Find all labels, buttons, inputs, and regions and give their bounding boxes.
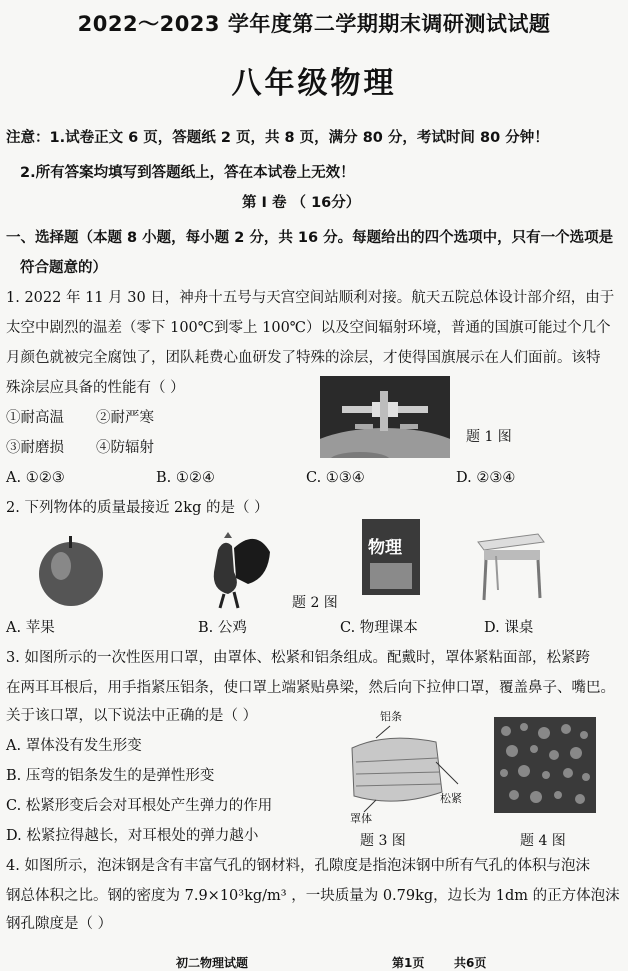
physics-book-image — [362, 519, 420, 595]
q1-option-c: C. ①③④ — [306, 470, 365, 486]
q1-item-3: ③耐磨损 — [6, 440, 64, 456]
note-1: 注意：1.试卷正文 6 页，答题纸 2 页，共 8 页，满分 80 分，考试时间 80 分钟！ — [6, 130, 549, 146]
q3-line2: 在两耳耳根后，用手指紧压铝条，使口罩上端紧贴鼻梁，然后向下拉伸口罩，覆盖鼻子、嘴巴。 — [6, 680, 615, 696]
q1-item-2: ②耐严寒 — [96, 410, 154, 426]
fig2-caption: 题 2 图 — [292, 595, 338, 611]
q2-option-d: D. 课桌 — [484, 620, 534, 636]
q3-line1: 3. 如图所示的一次性医用口罩，由罩体、松紧和铝条组成。配戴时，罩体紧粘面部，松紧跨 — [6, 650, 590, 666]
apple-image — [36, 532, 106, 608]
physics-book-title: 物理 — [368, 538, 402, 558]
part1-line2: 符合题意的） — [20, 260, 107, 276]
q1-line1: 1. 2022 年 11 月 30 日，神舟十五号与天宫空间站顺利对接。航天五院总体设计部介绍，由于 — [6, 290, 615, 306]
q1-line2: 太空中剧烈的温差（零下 100℃到零上 100℃）以及空间辐射环境，普通的国旗可能过个几个 — [6, 320, 611, 336]
q2-option-b: B. 公鸡 — [198, 620, 247, 636]
label-aluminum: 铝条 — [380, 710, 402, 723]
foam-steel-image — [494, 717, 596, 813]
footer-page: 第1页 — [392, 956, 425, 970]
q1-option-a: A. ①②③ — [6, 470, 65, 486]
q2-option-c: C. 物理课本 — [340, 620, 418, 636]
q1-item-4: ④防辐射 — [96, 440, 154, 456]
q3-option-b: B. 压弯的铝条发生的是弹性形变 — [6, 768, 215, 784]
desk-image — [468, 528, 550, 604]
q1-option-d: D. ②③④ — [456, 470, 516, 486]
face-mask-image — [346, 722, 468, 822]
q3-line3: 关于该口罩，以下说法中正确的是（ ） — [6, 708, 258, 724]
note-2: 2.所有答案均填写到答题纸上，答在本试卷上无效！ — [20, 165, 355, 181]
q1-item-1: ①耐高温 — [6, 410, 64, 426]
footer-left: 初二物理试题 — [176, 956, 249, 970]
q4-line2: 钢总体积之比。钢的密度为 7.9×10³kg/m³ ，一块质量为 0.79kg，边长为 1dm 的正方体泡沫 — [6, 888, 620, 904]
label-elastic: 松紧 — [440, 792, 462, 805]
q2-stem: 2. 下列物体的质量最接近 2kg 的是（ ） — [6, 500, 269, 516]
exam-subject: 八年级物理 — [231, 66, 397, 101]
q2-option-a: A. 苹果 — [6, 620, 55, 636]
q1-line3: 月颜色就被完全腐蚀了，团队耗费心血研发了特殊的涂层，才使得国旗展示在人们面前。该特 — [6, 350, 601, 366]
footer-total: 共6页 — [454, 956, 487, 970]
exam-title: 2022～2023 学年度第二学期期末调研测试试题 — [77, 12, 551, 36]
fig3-caption: 题 3 图 — [360, 833, 406, 849]
fig4-caption: 题 4 图 — [520, 833, 566, 849]
section-title: 第 I 卷 （ 16分） — [242, 195, 361, 211]
part1-line1: 一、选择题（本题 8 小题，每小题 2 分，共 16 分。每题给出的四个选项中，只有一个选项是 — [6, 230, 614, 246]
fig1-caption: 题 1 图 — [466, 429, 512, 445]
q1-line4: 殊涂层应具备的性能有（ ） — [6, 380, 185, 396]
q4-line1: 4. 如图所示，泡沫钢是含有丰富气孔的钢材料，孔隙度是指泡沫钢中所有气孔的体积与泡沫 — [6, 858, 590, 874]
q1-option-b: B. ①②④ — [156, 470, 215, 486]
q4-line3: 钢孔隙度是（ ） — [6, 916, 113, 932]
q3-option-c: C. 松紧形变后会对耳根处产生弹力的作用 — [6, 798, 273, 814]
q3-option-a: A. 罩体没有发生形变 — [6, 738, 142, 754]
label-mask-body: 罩体 — [350, 812, 372, 825]
q3-option-d: D. 松紧拉得越长，对耳根处的弹力越小 — [6, 828, 259, 844]
rooster-image — [198, 528, 276, 610]
space-station-image — [320, 376, 450, 458]
